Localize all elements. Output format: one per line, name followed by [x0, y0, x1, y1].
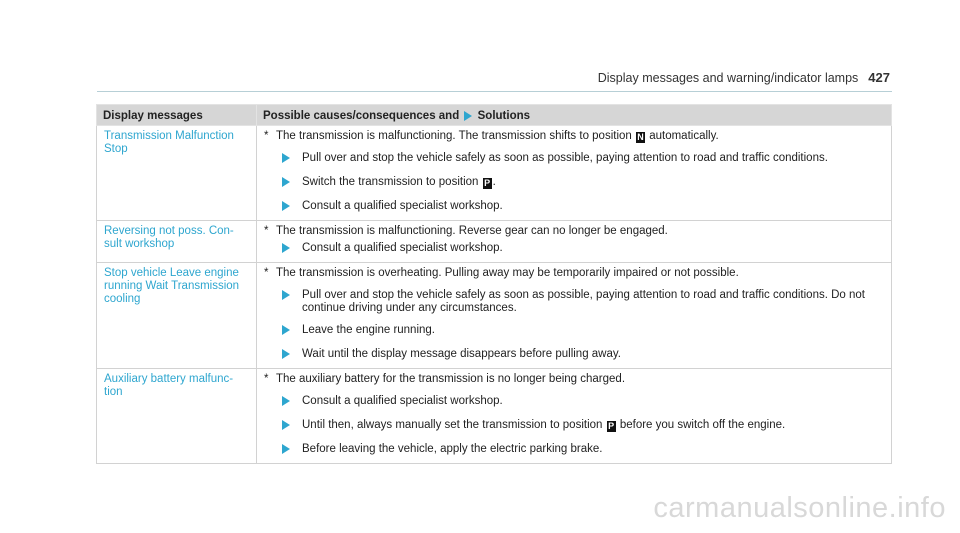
table-row	[97, 369, 892, 464]
solution-step: Pull over and stop the vehicle safely as soon as possible, paying attention to road and traffic conditions. Do not continue driving under any circumstances.	[282, 289, 884, 315]
solutions-cell	[257, 221, 892, 263]
gear-p-icon: P	[608, 421, 615, 431]
cause-text: * The transmission is overheating. Pulling away may be temporarily impaired or not possible.	[264, 267, 739, 279]
arrow-right-icon	[282, 444, 290, 454]
arrow-right-icon	[464, 111, 472, 121]
table-row	[97, 263, 892, 369]
gear-n-icon: N	[637, 132, 644, 142]
solution-step: Consult a qualified specialist workshop.	[282, 395, 884, 410]
cause-text: * The transmission is malfunctioning. The transmission shifts to position N automatically.	[264, 130, 719, 142]
table-row	[97, 126, 892, 221]
solutions-cell	[257, 263, 892, 369]
message-cell: Reversing not poss. Con- sult workshop	[97, 221, 257, 263]
header-divider	[97, 91, 892, 92]
solutions-cell	[257, 369, 892, 464]
arrow-right-icon	[282, 349, 290, 359]
arrow-right-icon	[282, 201, 290, 211]
solution-step: Leave the engine running.	[282, 324, 884, 339]
solution-step: Pull over and stop the vehicle safely as soon as possible, paying attention to road and traffic conditions.	[282, 152, 884, 167]
arrow-right-icon	[282, 290, 290, 300]
arrow-right-icon	[282, 177, 290, 187]
watermark: carmanualsonline.info	[653, 492, 946, 524]
cause-text: * The auxiliary battery for the transmission is no longer being charged.	[264, 373, 626, 385]
solution-step: Until then, always manually set the transmission to position P before you switch off the engine.	[282, 419, 884, 434]
arrow-right-icon	[282, 153, 290, 163]
running-head	[598, 70, 890, 85]
cause-text: * The transmission is malfunctioning. Reverse gear can no longer be engaged.	[264, 225, 668, 237]
arrow-right-icon	[282, 243, 290, 253]
solution-step: Consult a qualified specialist workshop.	[282, 200, 884, 215]
solution-step: Wait until the display message disappears before pulling away.	[282, 348, 884, 363]
table-header-row	[97, 105, 892, 126]
gear-p-icon: P	[484, 178, 491, 188]
arrow-right-icon	[282, 396, 290, 406]
message-cell: Stop vehicle Leave engine running Wait Transmission cooling	[97, 263, 257, 369]
col-header-causes-solutions: Possible causes/consequences and Solutions	[257, 105, 892, 126]
arrow-right-icon	[282, 420, 290, 430]
solutions-cell	[257, 126, 892, 221]
table-row	[97, 221, 892, 263]
arrow-right-icon	[282, 325, 290, 335]
display-messages-table	[96, 104, 892, 464]
message-cell: Auxiliary battery malfunc- tion	[97, 369, 257, 464]
message-cell: Transmission Malfunction Stop	[97, 126, 257, 221]
page-number: 427	[868, 70, 890, 85]
section-title: Display messages and warning/indicator lamps	[597, 71, 859, 85]
solution-step: Consult a qualified specialist workshop.	[282, 242, 884, 257]
col-header-display-messages: Display messages	[97, 105, 257, 126]
solution-step: Before leaving the vehicle, apply the electric parking brake.	[282, 443, 884, 458]
solution-step: Switch the transmission to position P .	[282, 176, 884, 191]
